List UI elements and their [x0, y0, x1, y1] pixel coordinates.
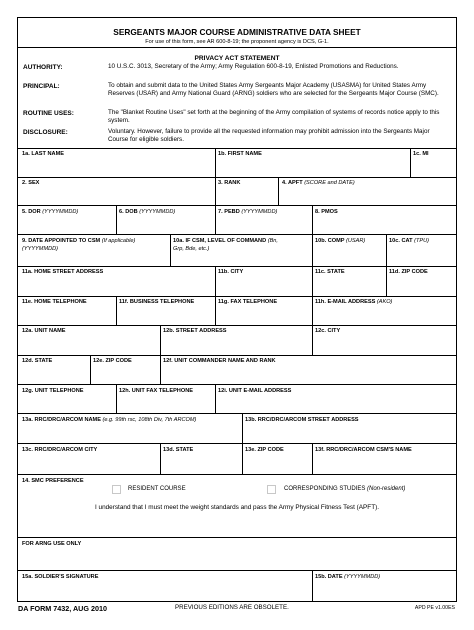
unit-zip-code-label: 12e. ZIP CODE — [93, 358, 132, 364]
arcom-csm-name-label: 13f. RRC/DRC/ARCOM CSM'S NAME — [315, 447, 412, 453]
col-divider — [242, 413, 243, 443]
privacy-act-title: PRIVACY ACT STATEMENT — [194, 55, 280, 62]
resident-course-label: RESIDENT COURSE — [128, 486, 186, 492]
last-name-label: 1a. LAST NAME — [22, 151, 64, 157]
unit-name-label: 12a. UNIT NAME — [22, 328, 66, 334]
corresponding-studies-label: CORRESPONDING STUDIES (Non-resident) — [284, 486, 406, 492]
row-divider — [18, 537, 456, 538]
unit-telephone-label: 12g. UNIT TELEPHONE — [22, 388, 84, 394]
city-label: 11b. CITY — [218, 269, 244, 275]
col-divider — [170, 234, 171, 266]
row-divider — [18, 205, 456, 206]
arcom-street-address-label: 13b. RRC/DRC/ARCOM STREET ADDRESS — [245, 417, 359, 423]
signature-date-label: 15b. DATE (YYYYMMDD) — [315, 574, 381, 580]
arng-use-only-label: FOR ARNG USE ONLY — [22, 541, 82, 547]
email-address-label: 11h. E-MAIL ADDRESS (AKO) — [315, 299, 393, 305]
col-divider — [116, 384, 117, 413]
rank-label: 3. RANK — [218, 180, 241, 186]
col-divider — [215, 296, 216, 325]
col-divider — [116, 296, 117, 325]
col-divider — [312, 205, 313, 234]
date-appointed-csm-hint: (YYYYMMDD) — [22, 246, 59, 252]
fax-telephone-label: 11g. FAX TELEPHONE — [218, 299, 278, 305]
row-divider — [18, 355, 456, 356]
col-divider — [215, 384, 216, 413]
level-of-command-hint: Grp, Bde, etc.) — [173, 246, 210, 252]
disclosure-label: DISCLOSURE: — [23, 129, 68, 136]
comp-label: 10b. COMP (USAR) — [315, 238, 366, 244]
row-divider — [18, 266, 456, 267]
mi-label: 1c. MI — [413, 151, 429, 157]
cat-label: 10c. CAT (TPU) — [389, 238, 430, 244]
row-divider — [18, 325, 456, 326]
row-divider — [18, 570, 456, 571]
divider — [18, 47, 456, 48]
col-divider — [215, 205, 216, 234]
authority-label: AUTHORITY: — [23, 64, 63, 71]
authority-text: 10 U.S.C. 3013, Secretary of the Army; Army Regulation 600-8-19, Enlisted Promotions and Reductions. — [108, 63, 399, 70]
pmos-label: 8. PMOS — [315, 209, 338, 215]
disclosure-text: Voluntary. However, failure to provide all the requested information may prohibit admission into the Sergeants Major Course for eligible soldiers. — [108, 128, 430, 143]
col-divider — [160, 443, 161, 474]
col-divider — [410, 148, 411, 177]
unit-street-address-label: 12b. STREET ADDRESS — [163, 328, 227, 334]
col-divider — [386, 266, 387, 296]
principal-text: To obtain and submit data to the United States Army Sergeants Major Academy (USASMA) for United States Army Reserves (USAR) and Army National Guard (ARNG) soldiers who are selected for the Sergeants Major Course (SMC). — [108, 82, 439, 97]
col-divider — [160, 355, 161, 384]
row-divider — [18, 474, 456, 475]
home-street-address-label: 11a. HOME STREET ADDRESS — [22, 269, 104, 275]
col-divider — [160, 325, 161, 355]
resident-course-checkbox[interactable] — [112, 485, 121, 494]
level-of-command-label: 10a. IF CSM, LEVEL OF COMMAND (Bn, — [173, 238, 278, 244]
obsolete-notice: PREVIOUS EDITIONS ARE OBSOLETE. — [175, 604, 289, 611]
unit-email-label: 12i. UNIT E-MAIL ADDRESS — [218, 388, 292, 394]
form-title: SERGEANTS MAJOR COURSE ADMINISTRATIVE DATA SHEET — [113, 27, 361, 37]
home-telephone-label: 11e. HOME TELEPHONE — [22, 299, 87, 305]
row-divider — [18, 413, 456, 414]
first-name-label: 1b. FIRST NAME — [218, 151, 262, 157]
business-telephone-label: 11f. BUSINESS TELEPHONE — [119, 299, 195, 305]
row-divider — [18, 296, 456, 297]
dor-label: 5. DOR (YYYYMMDD) — [22, 209, 79, 215]
unit-commander-label: 12f. UNIT COMMANDER NAME AND RANK — [163, 358, 276, 364]
row-divider — [18, 177, 456, 178]
form-number: DA FORM 7432, AUG 2010 — [18, 604, 107, 613]
apft-label: 4. APFT (SCORE and DATE) — [282, 180, 355, 186]
principal-label: PRINCIPAL: — [23, 83, 60, 90]
zip-code-label: 11d. ZIP CODE — [389, 269, 428, 275]
form-container — [17, 17, 457, 602]
arcom-zip-code-label: 13e. ZIP CODE — [245, 447, 284, 453]
date-appointed-csm-label: 9. DATE APPOINTED TO CSM (If applicable) — [22, 238, 136, 244]
state-label: 11c. STATE — [315, 269, 345, 275]
version-label: APD PE v1.00ES — [414, 605, 455, 611]
arcom-state-label: 13d. STATE — [163, 447, 194, 453]
arcom-city-label: 13c. RRC/DRC/ARCOM CITY — [22, 447, 98, 453]
col-divider — [312, 570, 313, 602]
row-divider — [18, 443, 456, 444]
col-divider — [312, 296, 313, 325]
sex-label: 2. SEX — [22, 180, 40, 186]
form-subtitle: For use of this form, see AR 600-8-19; the proponent agency is DCS, G-1. — [145, 39, 329, 45]
col-divider — [312, 443, 313, 474]
pebd-label: 7. PEBD (YYYYMMDD) — [218, 209, 278, 215]
unit-state-label: 12d. STATE — [22, 358, 53, 364]
row-divider — [18, 148, 456, 149]
routine-uses-text: The "Blanket Routine Uses" set forth at the beginning of the Army compilation of systems of records notice apply to this system. — [108, 109, 440, 124]
soldier-signature-label: 15a. SOLDIER'S SIGNATURE — [22, 574, 99, 580]
routine-uses-label: ROUTINE USES: — [23, 110, 74, 117]
corresponding-studies-checkbox[interactable] — [267, 485, 276, 494]
unit-fax-telephone-label: 12h. UNIT FAX TELEPHONE — [119, 388, 193, 394]
unit-city-label: 12c. CITY — [315, 328, 341, 334]
col-divider — [312, 234, 313, 266]
col-divider — [312, 266, 313, 296]
col-divider — [90, 355, 91, 384]
apft-statement: I understand that I must meet the weight standards and pass the Army Physical Fitness Test (APFT). — [94, 504, 380, 511]
col-divider — [215, 266, 216, 296]
col-divider — [312, 325, 313, 355]
smc-preference-label: 14. SMC PREFERENCE — [22, 478, 84, 484]
col-divider — [116, 205, 117, 234]
col-divider — [278, 177, 279, 205]
row-divider — [18, 234, 456, 235]
row-divider — [18, 384, 456, 385]
col-divider — [386, 234, 387, 266]
dob-label: 6. DOB (YYYYMMDD) — [119, 209, 176, 215]
col-divider — [215, 148, 216, 205]
col-divider — [242, 443, 243, 474]
arcom-name-label: 13a. RRC/DRC/ARCOM NAME (e.g. 99th rsc, 108th Div, 7th ARCOM) — [22, 417, 197, 423]
